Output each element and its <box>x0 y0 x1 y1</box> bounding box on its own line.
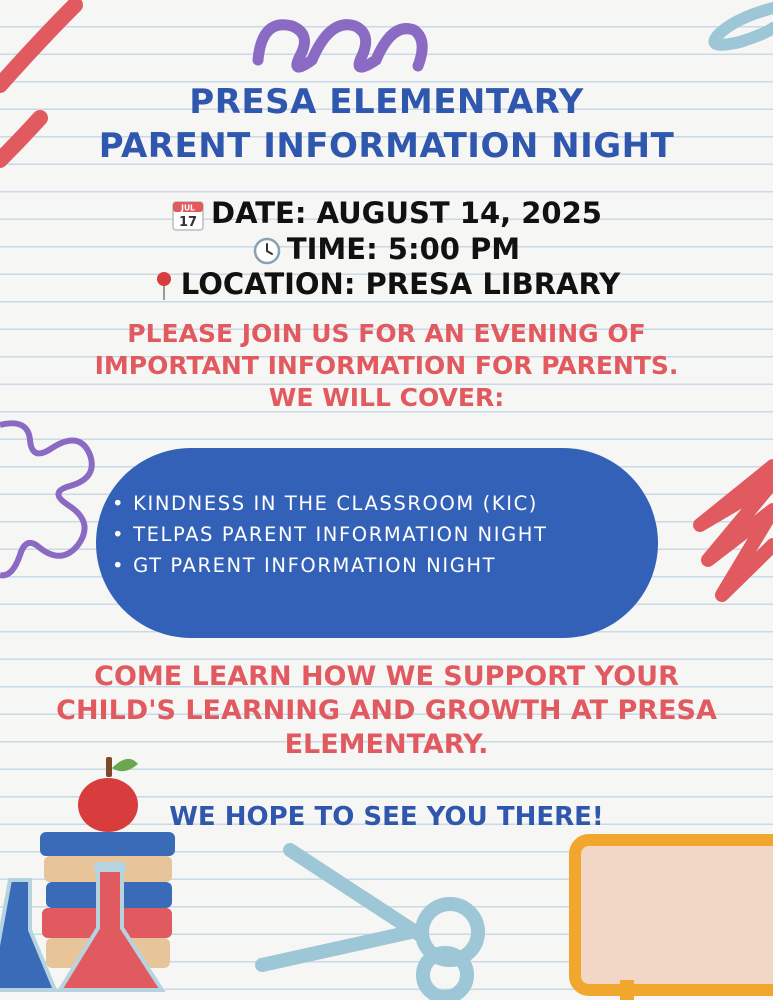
event-details <box>0 196 773 302</box>
closing-line: CHILD'S LEARNING AND GROWTH AT PRESA <box>56 695 717 726</box>
calendar-icon <box>171 198 205 232</box>
intro-line: IMPORTANT INFORMATION FOR PARENTS. <box>94 351 679 380</box>
topic-item: • TELPAS PARENT INFORMATION NIGHT <box>112 519 548 550</box>
purple-loop-scribble <box>258 25 422 67</box>
event-name: PARENT INFORMATION NIGHT <box>98 126 675 166</box>
topic-item: • KINDNESS IN THE CLASSROOM (KIC) <box>112 488 548 519</box>
location-row <box>0 267 773 302</box>
closing-line: COME LEARN HOW WE SUPPORT YOUR <box>94 661 679 692</box>
purple-flower-outline <box>0 423 92 575</box>
intro-line: PLEASE JOIN US FOR AN EVENING OF <box>127 319 646 348</box>
topics-list <box>112 488 548 581</box>
hope-message: WE HOPE TO SEE YOU THERE! <box>169 802 604 832</box>
easel-illustration <box>575 840 773 1000</box>
topic-item: • GT PARENT INFORMATION NIGHT <box>112 550 548 581</box>
red-zigzag-scribble <box>700 466 773 595</box>
intro-text <box>0 318 773 414</box>
event-date: DATE: AUGUST 14, 2025 <box>211 196 602 230</box>
closing-line: ELEMENTARY. <box>284 729 489 760</box>
pin-icon <box>153 270 175 302</box>
event-title <box>0 80 773 168</box>
event-location: LOCATION: PRESA LIBRARY <box>180 267 621 301</box>
scissors-illustration <box>262 850 478 997</box>
intro-line: WE WILL COVER: <box>268 383 505 412</box>
teal-loop-top-right <box>714 8 773 45</box>
time-row <box>0 232 773 267</box>
calendar-day: 17 <box>178 215 198 230</box>
clock-icon <box>253 237 281 265</box>
closing-text <box>0 660 773 762</box>
calendar-month: JUL <box>181 203 195 213</box>
date-row <box>0 196 773 232</box>
event-time: TIME: 5:00 PM <box>286 232 521 266</box>
school-name: PRESA ELEMENTARY <box>189 82 584 122</box>
